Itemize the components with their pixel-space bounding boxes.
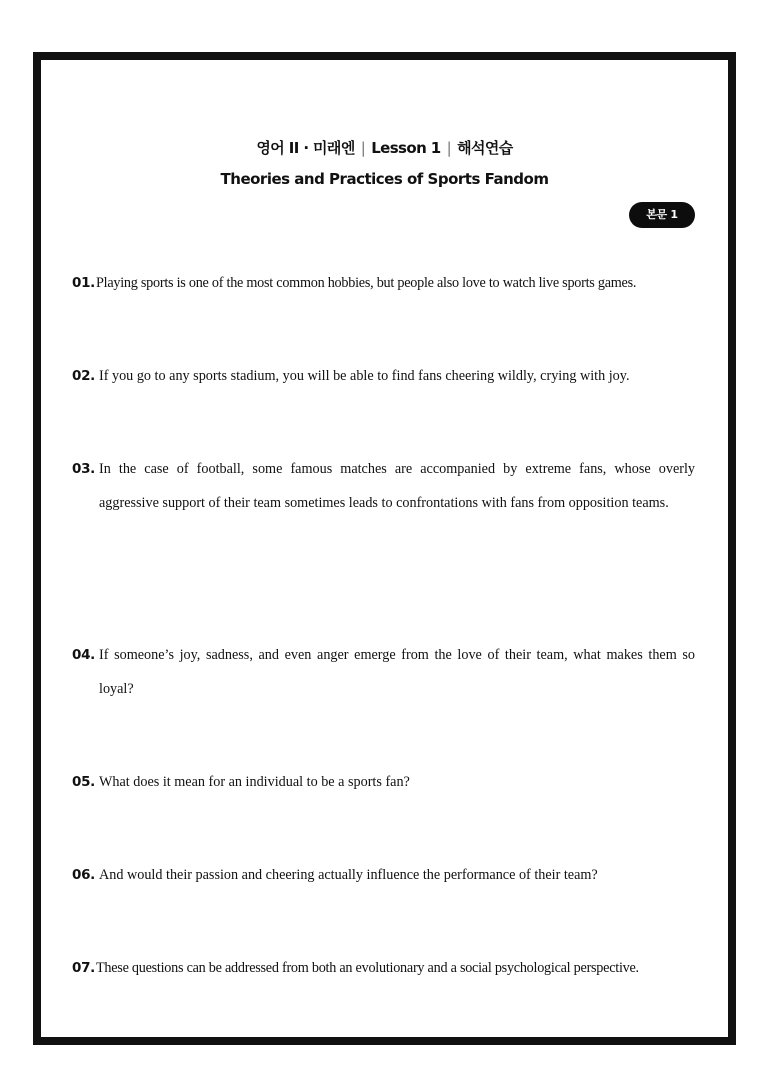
sentence-item xyxy=(72,266,695,300)
sentence-text: What does it mean for an individual to be a sports fan? xyxy=(99,774,410,790)
sentence-item xyxy=(72,359,695,393)
sentence-text: And would their passion and cheering actually influence the performance of their team? xyxy=(99,867,598,883)
course-name: 영어 II · 미래엔 xyxy=(256,139,355,157)
section-label: 해석연습 xyxy=(457,139,513,157)
sentence-number: 02. xyxy=(72,368,96,384)
sentence-number: 01. xyxy=(72,275,96,291)
sentence-number: 04. xyxy=(72,647,96,663)
sentence-number: 03. xyxy=(72,461,96,477)
sentence-item xyxy=(72,858,695,892)
page-frame xyxy=(33,52,736,1045)
document-title: Theories and Practices of Sports Fandom xyxy=(220,170,549,188)
sentence-item xyxy=(72,638,695,706)
header-separator: | xyxy=(360,139,366,157)
header-course-line xyxy=(41,137,728,159)
sentence-item xyxy=(72,452,695,520)
sentence-number: 06. xyxy=(72,867,96,883)
document-header xyxy=(41,137,728,190)
sentence-text: In the case of football, some famous matches are accompanied by extreme fans, whose overly aggressive support of their team sometimes leads to confrontations with fans from opposition teams. xyxy=(99,461,695,511)
sentence-item xyxy=(72,765,695,799)
sentence-text: If you go to any sports stadium, you will be able to find fans cheering wildly, crying with joy. xyxy=(99,368,630,384)
sentence-number: 07. xyxy=(72,960,96,976)
sentence-text: If someone’s joy, sadness, and even anger emerge from the love of their team, what makes them so loyal? xyxy=(99,647,695,697)
sentence-number: 05. xyxy=(72,774,96,790)
header-separator: | xyxy=(446,139,452,157)
sentence-item xyxy=(72,951,695,985)
sentence-text: Playing sports is one of the most common hobbies, but people also love to watch live sports games. xyxy=(96,275,637,291)
lesson-label: Lesson 1 xyxy=(371,139,441,157)
sentence-text: These questions can be addressed from both an evolutionary and a social psychological perspective. xyxy=(96,960,639,976)
section-badge: 본문 1 xyxy=(629,202,695,228)
